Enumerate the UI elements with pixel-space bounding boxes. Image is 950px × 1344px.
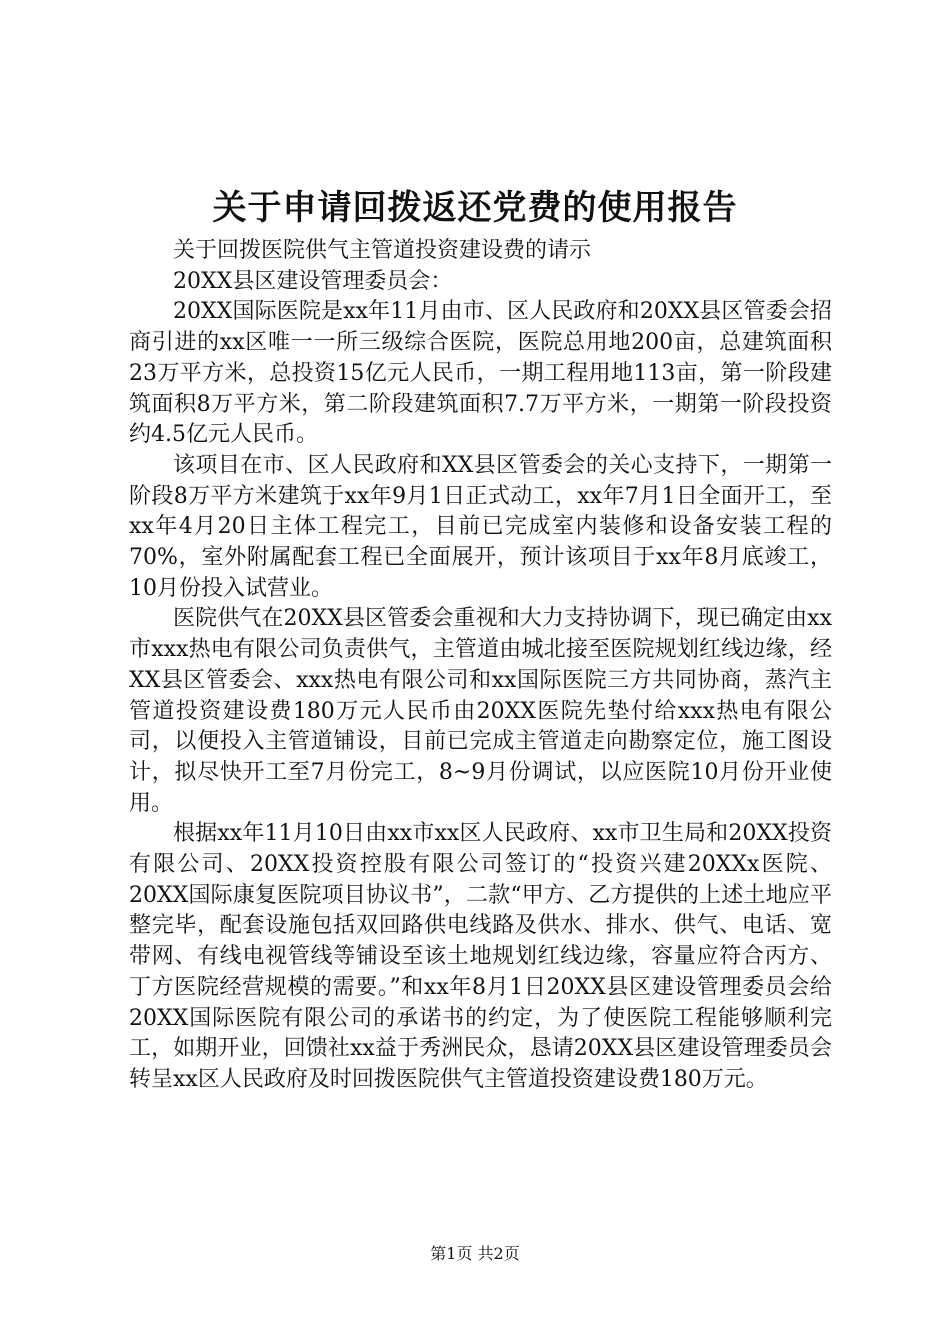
paragraph-3: 医院供气在20XX县区管委会重视和大力支持协调下，现已确定由xx市xxx热电有限公司负责供气，主管道由城北接至医院规划红线边缘，经XX县区管委会、xxx热电有限公司和xx国际医院三方共同协商，蒸汽主管道投资建设费180万元人民币由20XX医院先垫付给xxx热电有限公司，以便投入主管道铺设，目前已完成主管道走向勘察定位，施工图设计，拟尽快开工至7月份完工，8~9月份调试，以应医院10月份开业使用。 <box>129 606 832 816</box>
document-subtitle: 关于回拨医院供气主管道投资建设费的请示 <box>173 238 592 263</box>
page-footer: 第1页 共2页 <box>430 1244 520 1263</box>
paragraph-1: 20XX国际医院是xx年11月由市、区人民政府和20XX县区管委会招商引进的xx区唯一一所三级综合医院，医院总用地200亩，总建筑面积23万平方米，总投资15亿元人民币，一期工程用地113亩，第一阶段建筑面积8万平方米，第二阶段建筑面积7.7万平方米，一期第一阶段投资约4.5亿元人民币。 <box>129 299 832 448</box>
salutation: 20XX县区建设管理委员会： <box>173 268 453 294</box>
document-title: 关于申请回拨返还党费的使用报告 <box>212 188 738 228</box>
paragraph-2: 该项目在市、区人民政府和XX县区管委会的关心支持下，一期第一阶段8万平方米建筑于xx年9月1日正式动工，xx年7月1日全面开工，至xx年4月20日主体工程完工，目前已完成室内装修和设备安装工程的70%，室外附属配套工程已全面展开，预计该项目于xx年8月底竣工，10月份投入试营业。 <box>129 452 832 601</box>
paragraph-4: 根据xx年11月10日由xx市xx区人民政府、xx市卫生局和20XX投资有限公司、20XX投资控股有限公司签订的“投资兴建20XXx医院、20XX国际康复医院项目协议书”，二款“甲方、乙方提供的上述土地应平整完毕，配套设施包括双回路供电线路及供水、排水、供气、电话、宽带网、有线电视管线等铺设至该土地规划红线边缘，容量应符合丙方、丁方医院经营规模的需要。”和xx年8月1日20XX县区建设管理委员会给20XX国际医院有限公司的承诺书的约定，为了使医院工程能够顺利完工，如期开业，回馈社xx益于秀洲民众，恳请20XX县区建设管理委员会转呈xx区人民政府及时回拨医院供气主管道投资建设费180万元。 <box>129 821 832 1092</box>
document-body <box>129 236 832 1096</box>
